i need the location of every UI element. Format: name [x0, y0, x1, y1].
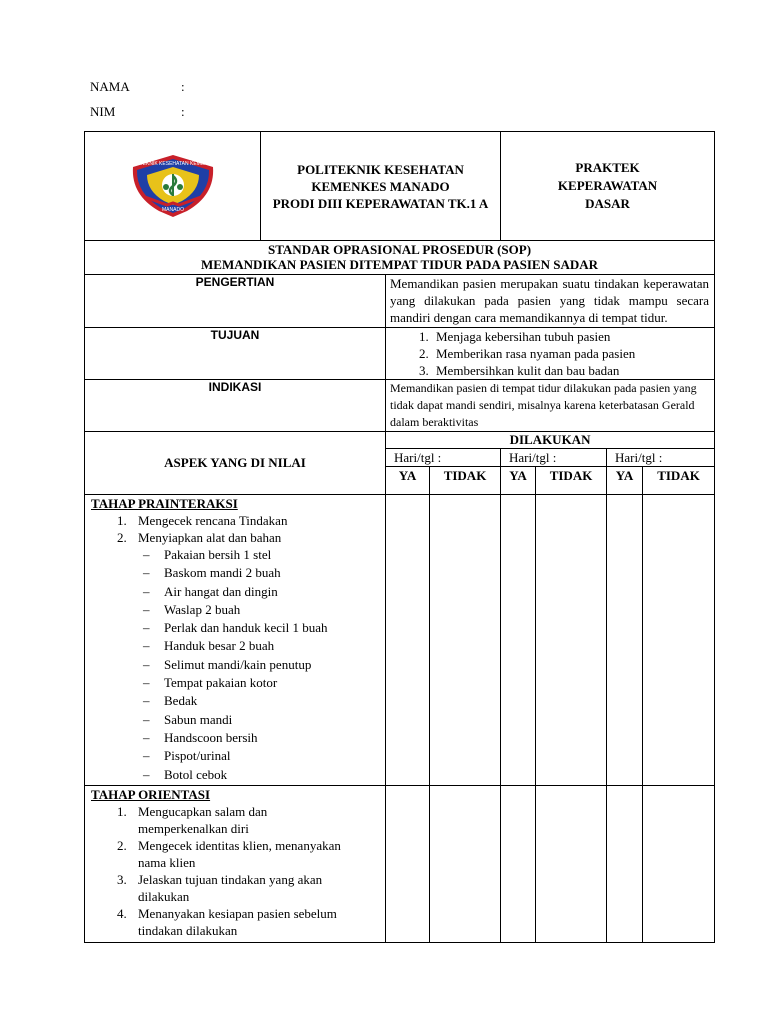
orientasi-section: [85, 786, 386, 943]
check-tidak-3[interactable]: [643, 495, 715, 786]
tujuan-item: 2. Memberikan rasa nyaman pada pasien: [432, 345, 714, 362]
tujuan-item: 3. Membersihkan kulit dan bau badan: [432, 362, 714, 379]
nama-label: NAMA: [90, 79, 130, 94]
alat-item: – Pakaian bersih 1 stel: [143, 547, 272, 562]
tujuan-list: [386, 328, 714, 379]
prainteraksi-title: TAHAP PRAINTERAKSI: [91, 496, 238, 511]
institution-logo: [127, 153, 219, 219]
step-text: Mengucapkan salam dan: [138, 804, 268, 819]
alat-item: – Tempat pakaian kotor: [143, 675, 278, 691]
hari-tgl-3: Hari/tgl :: [607, 449, 715, 467]
dilakukan-header: DILAKUKAN: [386, 432, 715, 449]
check-ya-1[interactable]: [386, 786, 430, 943]
alat-item: – Handuk besar 2 buah: [143, 638, 275, 654]
ya-header-2: YA: [501, 467, 536, 495]
nim-separator: :: [181, 104, 185, 119]
pengertian-label: PENGERTIAN: [85, 275, 386, 328]
aspek-header: ASPEK YANG DI NILAI: [85, 432, 386, 495]
alat-text: Bedak: [164, 693, 198, 709]
alat-text: Selimut mandi/kain penutup: [164, 656, 312, 672]
check-ya-3[interactable]: [607, 495, 643, 786]
alat-item: – Selimut mandi/kain penutup: [143, 656, 312, 672]
alat-item: – Baskom mandi 2 buah: [143, 565, 281, 581]
alat-text: Air hangat dan dingin: [164, 583, 278, 599]
step-text-cont: dilakukan: [138, 889, 190, 904]
tujuan-label: TUJUAN: [85, 328, 386, 380]
ya-header-1: YA: [386, 467, 430, 495]
hari-tgl-2: Hari/tgl :: [501, 449, 607, 467]
check-tidak-2[interactable]: [536, 786, 607, 943]
nim-label: NIM: [90, 104, 116, 119]
alat-text: Baskom mandi 2 buah: [164, 565, 281, 581]
ya-header-3: YA: [607, 467, 643, 495]
sop-title-line-1: STANDAR OPRASIONAL PROSEDUR (SOP): [267, 242, 532, 257]
orientasi-title: TAHAP ORIENTASI: [91, 787, 211, 802]
alat-item: – Botol cebok: [143, 766, 228, 782]
institution-line-3: PRODI DIII KEPERAWATAN TK.1 A: [272, 195, 489, 211]
hari-tgl-1: Hari/tgl :: [386, 449, 501, 467]
tujuan-row: [85, 328, 715, 380]
orientasi-row: [85, 786, 715, 943]
alat-text: Handscoon bersih: [164, 729, 258, 745]
alat-text: Handuk besar 2 buah: [164, 638, 275, 654]
orientasi-step: 2. Mengecek identitas klien, menanyakan nama klien: [117, 838, 341, 870]
sop-title-line-2: MEMANDIKAN PASIEN DITEMPAT TIDUR PADA PASIEN SADAR: [201, 257, 599, 272]
step-text: Jelaskan tujuan tindakan yang akan: [138, 872, 323, 887]
nama-separator: :: [181, 79, 185, 94]
check-ya-3[interactable]: [607, 786, 643, 943]
prainteraksi-step: 2. Menyiapkan alat dan bahan: [117, 530, 282, 545]
step-text: Menanyakan kesiapan pasien sebelum: [138, 906, 337, 921]
institution-line-2: KEMENKES MANADO: [311, 178, 450, 194]
prainteraksi-step: 1. Mengecek rencana Tindakan: [117, 513, 288, 528]
orientasi-step: 1. Mengucapkan salam dan memperkenalkan diri: [117, 804, 268, 836]
pengertian-text: Memandikan pasien merupakan suatu tindakan keperawatan yang dilakukan pada pasien yang tidak mampu secara mandiri dengan cara memandikannya di tempat tidur.: [386, 275, 715, 328]
step-text: Menyiapkan alat dan bahan: [138, 530, 282, 545]
step-text: Mengecek rencana Tindakan: [138, 513, 288, 528]
check-ya-2[interactable]: [501, 786, 536, 943]
tidak-header-2: TIDAK: [536, 467, 607, 495]
alat-text: Sabun mandi: [164, 711, 233, 727]
praktek-line-1: PRAKTEK: [575, 160, 640, 175]
alat-item: – Sabun mandi: [143, 711, 233, 727]
check-ya-1[interactable]: [386, 495, 430, 786]
praktek-line-2: KEPERAWATAN: [557, 178, 658, 193]
institution-line-1: POLITEKNIK KESEHATAN: [297, 161, 464, 177]
check-tidak-3[interactable]: [643, 786, 715, 943]
praktek-cell: [501, 132, 715, 241]
logo-bottom-text: MANADO: [161, 207, 184, 213]
orientasi-step: 3. Jelaskan tujuan tindakan yang akan dilakukan: [117, 872, 323, 904]
institution-cell: [261, 132, 501, 241]
alat-item: – Bedak: [143, 693, 198, 709]
sop-title-row: [85, 241, 715, 275]
alat-item: – Pispot/urinal: [143, 748, 231, 764]
alat-text: Tempat pakaian kotor: [164, 675, 278, 691]
logo-cell: [85, 132, 261, 241]
logo-ring-text: POLITEKNIK KESEHATAN KEMENKES: [127, 161, 218, 167]
sop-title: [85, 241, 715, 275]
tidak-header-3: TIDAK: [643, 467, 715, 495]
check-ya-2[interactable]: [501, 495, 536, 786]
tujuan-cell: [386, 328, 715, 380]
alat-item: – Waslap 2 buah: [143, 601, 241, 617]
pengertian-row: [85, 275, 715, 328]
tidak-header-1: TIDAK: [430, 467, 501, 495]
orientasi-step: 4. Menanyakan kesiapan pasien sebelum tindakan dilakukan: [117, 906, 337, 938]
alat-text: Waslap 2 buah: [164, 601, 241, 617]
step-text-cont: memperkenalkan diri: [138, 821, 249, 836]
check-tidak-2[interactable]: [536, 495, 607, 786]
indikasi-label: INDIKASI: [85, 380, 386, 432]
alat-text: Pispot/urinal: [164, 748, 231, 764]
step-text-cont: tindakan dilakukan: [138, 923, 238, 938]
step-text: Mengecek identitas klien, menanyakan: [138, 838, 341, 853]
check-tidak-1[interactable]: [430, 495, 501, 786]
prainteraksi-section: [85, 495, 386, 786]
indikasi-text: Memandikan pasien di tempat tidur dilakukan pada pasien yang tidak dapat mandi sendiri, misalnya karena keterbatasan Gerald dalam beraktivitas: [386, 380, 715, 432]
alat-text: Pakaian bersih 1 stel: [164, 547, 272, 562]
indikasi-row: [85, 380, 715, 432]
alat-item: – Handscoon bersih: [143, 729, 258, 745]
step-text-cont: nama klien: [138, 855, 196, 870]
header-row: [85, 132, 715, 241]
alat-item: – Perlak dan handuk kecil 1 buah: [143, 620, 328, 636]
dilakukan-row: [85, 432, 715, 449]
prainteraksi-row: [85, 495, 715, 786]
alat-text: Perlak dan handuk kecil 1 buah: [164, 620, 328, 636]
alat-item: – Air hangat dan dingin: [143, 583, 278, 599]
check-tidak-1[interactable]: [430, 786, 501, 943]
tujuan-item: 1. Menjaga kebersihan tubuh pasien: [432, 328, 714, 345]
alat-text: Botol cebok: [164, 766, 228, 782]
praktek-line-3: DASAR: [585, 196, 630, 211]
sop-table: [84, 131, 715, 943]
